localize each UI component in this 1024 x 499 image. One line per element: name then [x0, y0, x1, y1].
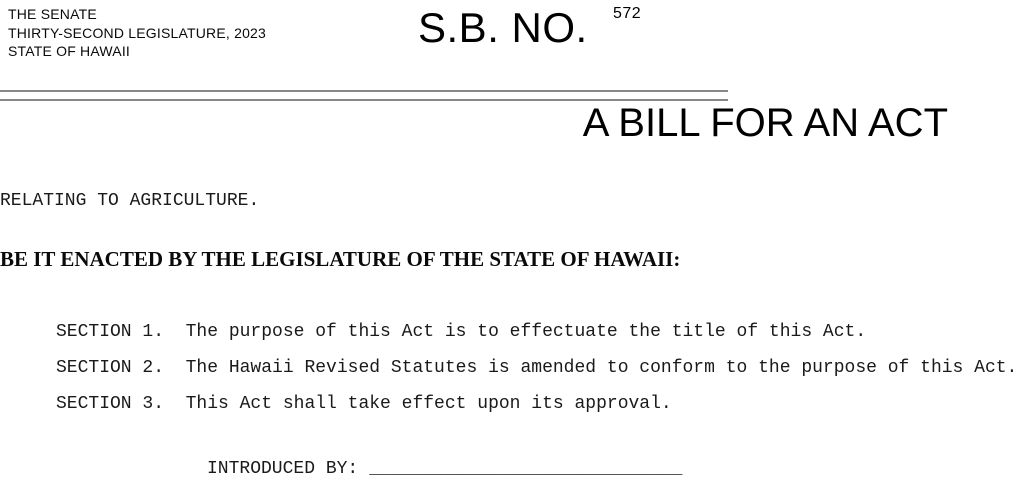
- measure-title: RELATING TO AGRICULTURE.: [0, 191, 260, 211]
- bill-number-prefix: S.B. NO.: [418, 4, 588, 51]
- divider-rule-top: [0, 90, 728, 92]
- section-1-line: SECTION 1. The purpose of this Act is to effectuate the title of this Act.: [56, 322, 867, 342]
- section-2-line: SECTION 2. The Hawaii Revised Statutes is amended to conform to the purpose of this Act.: [56, 358, 1018, 378]
- header-legislature: THIRTY-SECOND LEGISLATURE, 2023: [8, 24, 267, 41]
- introduced-by-row: [207, 458, 683, 480]
- bill-heading: A BILL FOR AN ACT: [582, 101, 948, 145]
- document-header: [8, 5, 266, 61]
- header-chamber: THE SENATE: [8, 6, 97, 22]
- enacting-clause: BE IT ENACTED BY THE LEGISLATURE OF THE STATE OF HAWAII:: [0, 247, 681, 271]
- section-3-line: SECTION 3. This Act shall take effect upon its approval.: [56, 394, 672, 414]
- bill-sections: [56, 314, 1017, 422]
- header-state: STATE OF HAWAII: [8, 43, 130, 59]
- introducer-signature-line: _____________________________: [369, 459, 683, 479]
- introduced-by-label: INTRODUCED BY:: [207, 459, 359, 479]
- bill-number-value: 572: [613, 5, 642, 22]
